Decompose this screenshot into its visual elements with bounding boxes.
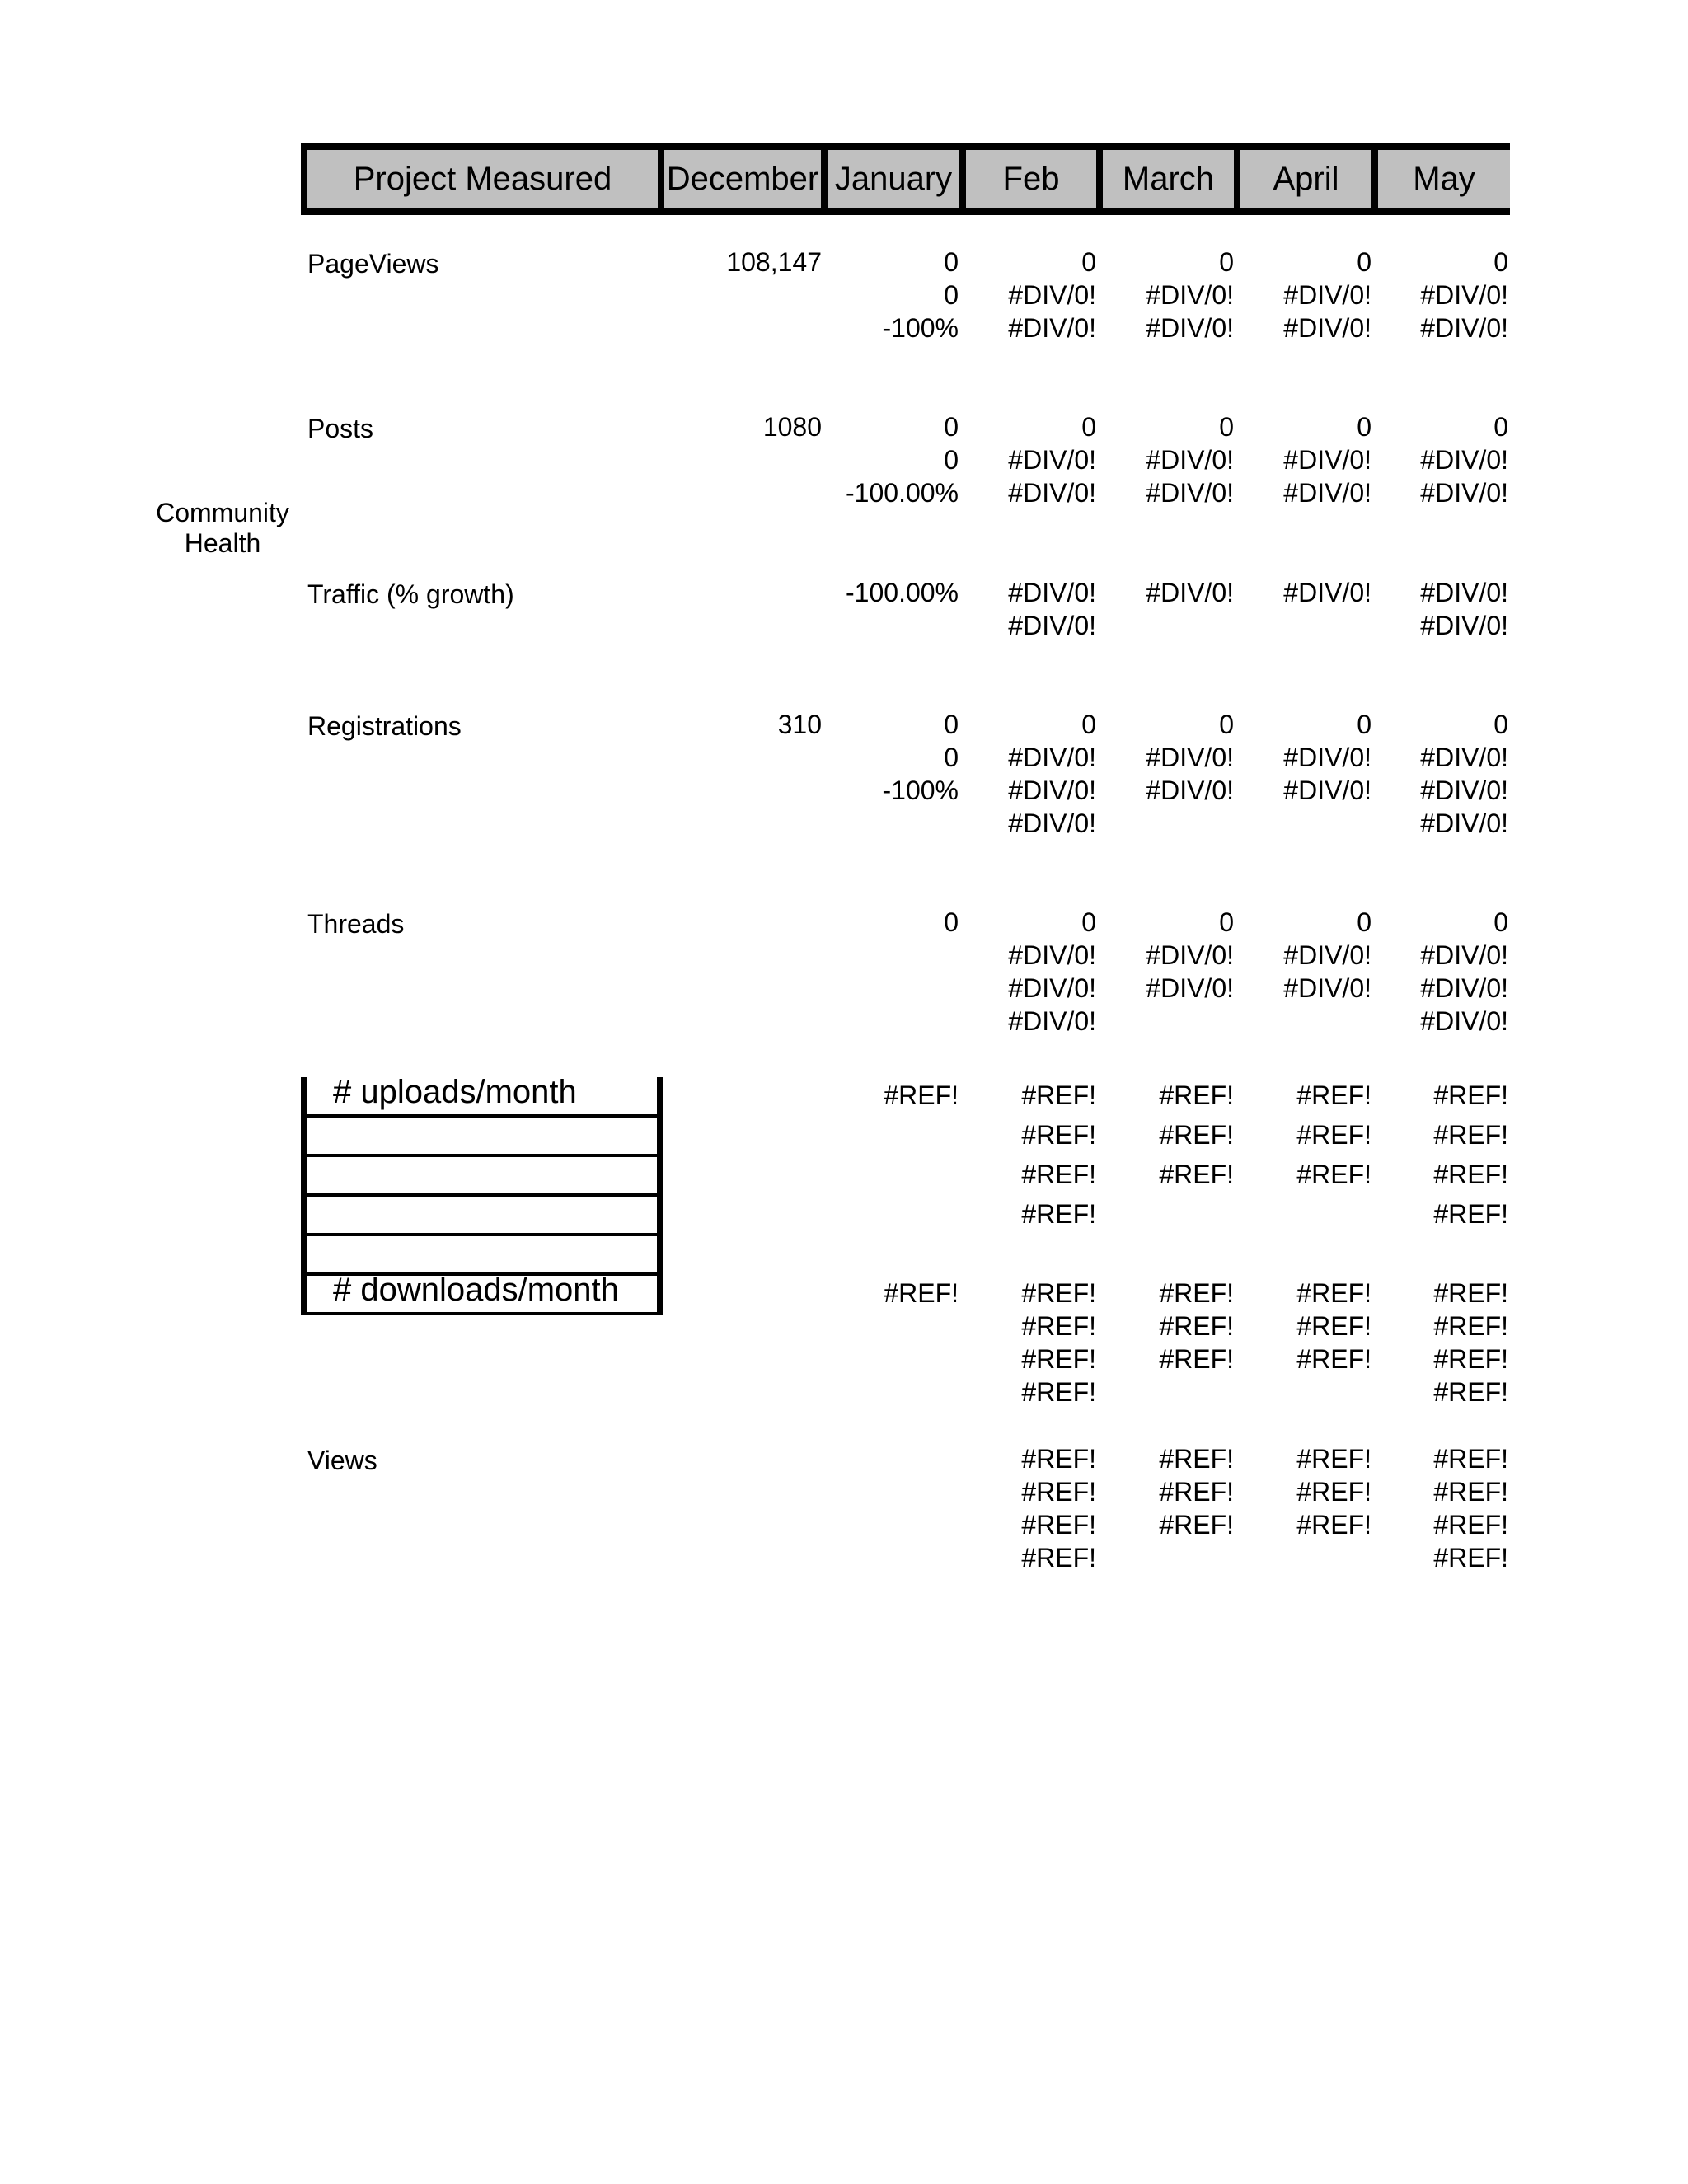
value-cell-april[interactable]: 0: [1357, 247, 1372, 277]
box-divider: [301, 1312, 663, 1315]
header-project-measured[interactable]: Project Measured: [301, 143, 658, 215]
value-cell-may[interactable]: #REF!: [1433, 1120, 1508, 1150]
value-cell-march[interactable]: 0: [1219, 907, 1234, 937]
value-cell-march[interactable]: #DIV/0!: [1146, 973, 1234, 1003]
value-cell-may[interactable]: 0: [1493, 907, 1508, 937]
value-cell-january[interactable]: #REF!: [884, 1080, 959, 1110]
value-cell-march[interactable]: 0: [1219, 247, 1234, 277]
value-cell-january[interactable]: -100%: [882, 776, 959, 805]
header-may[interactable]: May: [1372, 143, 1510, 215]
box-divider: [301, 1233, 663, 1236]
value-cell-january[interactable]: 0: [944, 907, 959, 937]
side-label-line: Community: [156, 498, 289, 527]
value-cell-december[interactable]: 108,147: [726, 247, 822, 277]
value-cell-may[interactable]: #DIV/0!: [1420, 776, 1508, 805]
value-cell-feb[interactable]: 0: [1081, 710, 1096, 739]
value-cell-feb[interactable]: #DIV/0!: [1008, 445, 1096, 475]
value-cell-may[interactable]: #DIV/0!: [1420, 578, 1508, 607]
value-cell-may[interactable]: #DIV/0!: [1420, 743, 1508, 772]
value-cell-january[interactable]: -100.00%: [846, 478, 959, 508]
value-cell-feb[interactable]: 0: [1081, 247, 1096, 277]
value-cell-march[interactable]: #DIV/0!: [1146, 280, 1234, 310]
row-label-posts: Posts: [307, 414, 374, 443]
value-cell-may[interactable]: 0: [1493, 412, 1508, 442]
value-cell-may[interactable]: #DIV/0!: [1420, 445, 1508, 475]
header-january[interactable]: January: [821, 143, 959, 215]
value-cell-feb[interactable]: #DIV/0!: [1008, 940, 1096, 970]
value-cell-feb[interactable]: #REF!: [1021, 1510, 1096, 1540]
header-march[interactable]: March: [1096, 143, 1234, 215]
value-cell-may[interactable]: #REF!: [1433, 1311, 1508, 1341]
value-cell-april[interactable]: 0: [1357, 412, 1372, 442]
value-cell-january[interactable]: 0: [944, 445, 959, 475]
value-cell-april[interactable]: #REF!: [1296, 1444, 1372, 1474]
row-label-pageviews: PageViews: [307, 249, 439, 279]
value-cell-feb[interactable]: #REF!: [1021, 1344, 1096, 1374]
value-cell-march[interactable]: #REF!: [1159, 1444, 1234, 1474]
value-cell-january[interactable]: 0: [944, 412, 959, 442]
value-cell-may[interactable]: #DIV/0!: [1420, 611, 1508, 640]
value-cell-march[interactable]: #REF!: [1159, 1311, 1234, 1341]
value-cell-feb[interactable]: #DIV/0!: [1008, 973, 1096, 1003]
community-health-label: [140, 498, 305, 559]
value-cell-april[interactable]: #REF!: [1296, 1120, 1372, 1150]
value-cell-march[interactable]: 0: [1219, 710, 1234, 739]
value-cell-feb[interactable]: #REF!: [1021, 1543, 1096, 1572]
value-cell-may[interactable]: 0: [1493, 710, 1508, 739]
box-divider: [301, 1114, 663, 1118]
value-cell-march[interactable]: #DIV/0!: [1146, 776, 1234, 805]
row-label-traffic: Traffic (% growth): [307, 579, 514, 609]
value-cell-feb[interactable]: #REF!: [1021, 1444, 1096, 1474]
value-cell-january[interactable]: 0: [944, 280, 959, 310]
value-cell-may[interactable]: #DIV/0!: [1420, 973, 1508, 1003]
box-divider: [301, 1154, 663, 1157]
value-cell-april[interactable]: 0: [1357, 907, 1372, 937]
value-cell-may[interactable]: #REF!: [1433, 1199, 1508, 1229]
value-cell-feb[interactable]: #REF!: [1021, 1199, 1096, 1229]
value-cell-feb[interactable]: #DIV/0!: [1008, 578, 1096, 607]
value-cell-may[interactable]: #DIV/0!: [1420, 940, 1508, 970]
value-cell-feb[interactable]: #REF!: [1021, 1477, 1096, 1507]
value-cell-april[interactable]: #REF!: [1296, 1278, 1372, 1308]
value-cell-feb[interactable]: #DIV/0!: [1008, 313, 1096, 343]
row-label-downloads: # downloads/month: [333, 1272, 619, 1308]
value-cell-may[interactable]: 0: [1493, 247, 1508, 277]
box-divider: [301, 1193, 663, 1197]
value-cell-march[interactable]: #REF!: [1159, 1120, 1234, 1150]
value-cell-may[interactable]: #REF!: [1433, 1510, 1508, 1540]
value-cell-may[interactable]: #REF!: [1433, 1543, 1508, 1572]
value-cell-feb[interactable]: #DIV/0!: [1008, 808, 1096, 838]
value-cell-may[interactable]: #REF!: [1433, 1444, 1508, 1474]
value-cell-feb[interactable]: 0: [1081, 412, 1096, 442]
value-cell-feb[interactable]: #DIV/0!: [1008, 478, 1096, 508]
value-cell-feb[interactable]: 0: [1081, 907, 1096, 937]
value-cell-may[interactable]: #REF!: [1433, 1377, 1508, 1407]
value-cell-feb[interactable]: #DIV/0!: [1008, 743, 1096, 772]
value-cell-may[interactable]: #REF!: [1433, 1160, 1508, 1189]
value-cell-feb[interactable]: #REF!: [1021, 1278, 1096, 1308]
value-cell-january[interactable]: #REF!: [884, 1278, 959, 1308]
value-cell-april[interactable]: #REF!: [1296, 1080, 1372, 1110]
value-cell-may[interactable]: #DIV/0!: [1420, 313, 1508, 343]
value-cell-march[interactable]: #DIV/0!: [1146, 578, 1234, 607]
value-cell-april[interactable]: #REF!: [1296, 1510, 1372, 1540]
value-cell-january[interactable]: 0: [944, 710, 959, 739]
value-cell-april[interactable]: #DIV/0!: [1283, 578, 1372, 607]
value-cell-march[interactable]: #REF!: [1159, 1160, 1234, 1189]
value-cell-may[interactable]: #DIV/0!: [1420, 478, 1508, 508]
value-cell-may[interactable]: #DIV/0!: [1420, 808, 1508, 838]
side-label-line: [140, 498, 305, 559]
row-label-threads: Threads: [307, 909, 405, 939]
value-cell-april[interactable]: #DIV/0!: [1283, 776, 1372, 805]
value-cell-feb[interactable]: #DIV/0!: [1008, 1006, 1096, 1036]
value-cell-march[interactable]: #REF!: [1159, 1477, 1234, 1507]
header-feb[interactable]: Feb: [959, 143, 1096, 215]
value-cell-feb[interactable]: #DIV/0!: [1008, 280, 1096, 310]
value-cell-december[interactable]: 1080: [762, 412, 822, 442]
value-cell-feb[interactable]: #REF!: [1021, 1311, 1096, 1341]
value-cell-january[interactable]: 0: [944, 743, 959, 772]
value-cell-march[interactable]: #REF!: [1159, 1344, 1234, 1374]
value-cell-april[interactable]: #REF!: [1296, 1344, 1372, 1374]
value-cell-may[interactable]: #REF!: [1433, 1344, 1508, 1374]
header-april[interactable]: April: [1234, 143, 1372, 215]
value-cell-april[interactable]: #DIV/0!: [1283, 478, 1372, 508]
value-cell-may[interactable]: #REF!: [1433, 1278, 1508, 1308]
row-label-registrations: Registrations: [307, 711, 462, 741]
value-cell-feb[interactable]: #REF!: [1021, 1120, 1096, 1150]
value-cell-may[interactable]: #DIV/0!: [1420, 280, 1508, 310]
value-cell-april[interactable]: #REF!: [1296, 1477, 1372, 1507]
value-cell-march[interactable]: #REF!: [1159, 1080, 1234, 1110]
value-cell-feb[interactable]: #REF!: [1021, 1377, 1096, 1407]
value-cell-january[interactable]: 0: [944, 247, 959, 277]
value-cell-april[interactable]: #REF!: [1296, 1311, 1372, 1341]
value-cell-january[interactable]: -100.00%: [846, 578, 959, 607]
value-cell-april[interactable]: #DIV/0!: [1283, 743, 1372, 772]
value-cell-january[interactable]: -100%: [882, 313, 959, 343]
value-cell-feb[interactable]: #DIV/0!: [1008, 776, 1096, 805]
value-cell-april[interactable]: #DIV/0!: [1283, 445, 1372, 475]
value-cell-april[interactable]: #DIV/0!: [1283, 280, 1372, 310]
side-label-line: Health: [184, 528, 261, 558]
value-cell-may[interactable]: #REF!: [1433, 1080, 1508, 1110]
value-cell-april[interactable]: #DIV/0!: [1283, 973, 1372, 1003]
value-cell-march[interactable]: #REF!: [1159, 1510, 1234, 1540]
row-label-views: Views: [307, 1446, 377, 1475]
value-cell-may[interactable]: #DIV/0!: [1420, 1006, 1508, 1036]
value-cell-march[interactable]: #DIV/0!: [1146, 478, 1234, 508]
value-cell-april[interactable]: #DIV/0!: [1283, 940, 1372, 970]
value-cell-feb[interactable]: #DIV/0!: [1008, 611, 1096, 640]
value-cell-march[interactable]: #DIV/0!: [1146, 445, 1234, 475]
value-cell-april[interactable]: #DIV/0!: [1283, 313, 1372, 343]
row-label-uploads: # uploads/month: [333, 1074, 577, 1110]
value-cell-april[interactable]: 0: [1357, 710, 1372, 739]
value-cell-feb[interactable]: #REF!: [1021, 1160, 1096, 1189]
value-cell-march[interactable]: #DIV/0!: [1146, 313, 1234, 343]
header-december[interactable]: December: [658, 143, 821, 215]
value-cell-march[interactable]: #REF!: [1159, 1278, 1234, 1308]
value-cell-march[interactable]: #DIV/0!: [1146, 940, 1234, 970]
value-cell-march[interactable]: #DIV/0!: [1146, 743, 1234, 772]
value-cell-april[interactable]: #REF!: [1296, 1160, 1372, 1189]
value-cell-december[interactable]: 310: [777, 710, 822, 739]
value-cell-may[interactable]: #REF!: [1433, 1477, 1508, 1507]
value-cell-feb[interactable]: #REF!: [1021, 1080, 1096, 1110]
value-cell-march[interactable]: 0: [1219, 412, 1234, 442]
